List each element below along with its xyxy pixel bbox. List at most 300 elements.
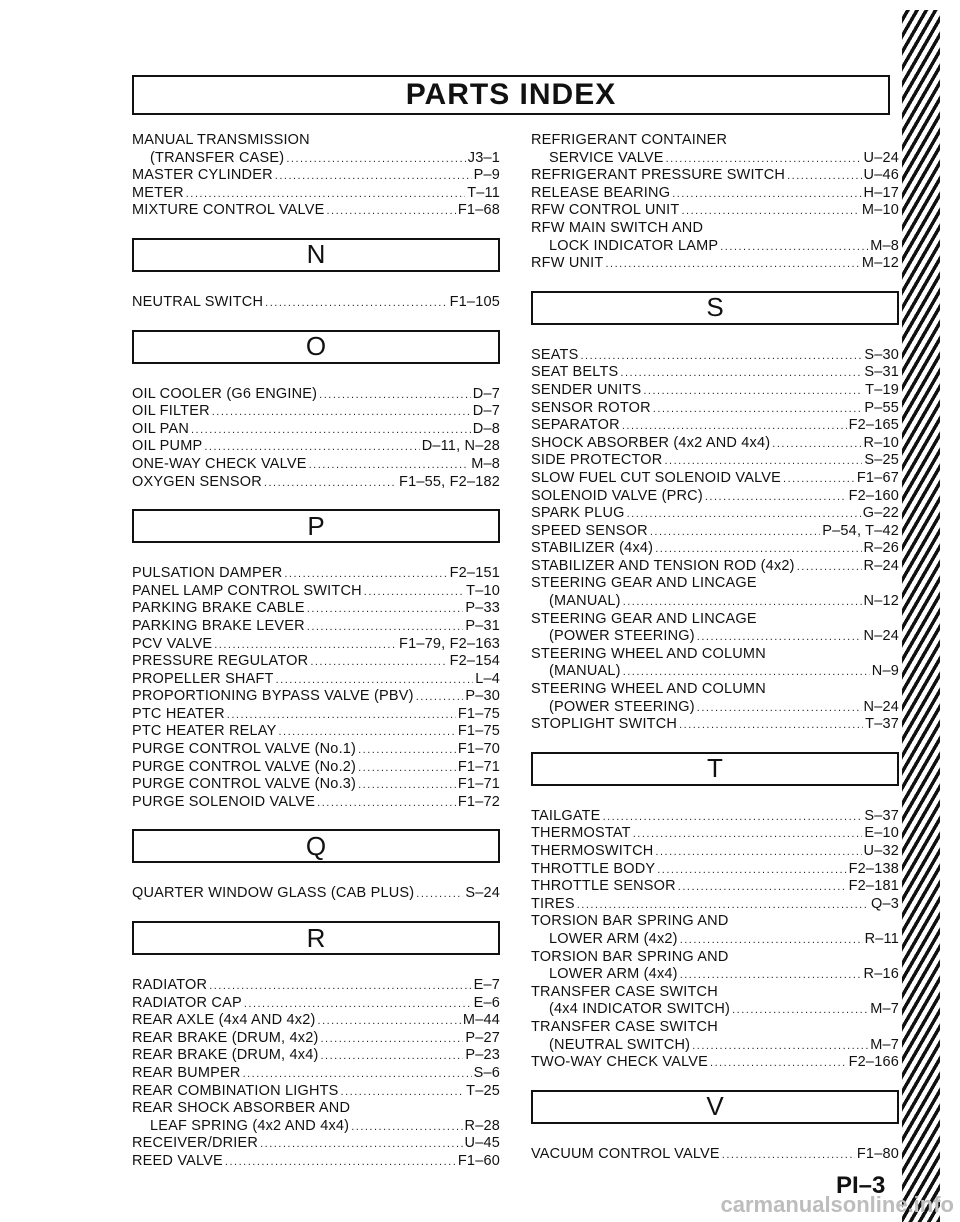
- entry-label: REAR SHOCK ABSORBER AND: [132, 1100, 351, 1117]
- dot-leader: [720, 239, 868, 257]
- index-entry: [531, 558, 899, 576]
- entry-label: STEERING WHEEL AND COLUMN: [531, 645, 766, 662]
- entry-page-ref: F2–160: [848, 487, 899, 504]
- entry-line: [531, 255, 899, 273]
- entry-label: TRANSFER CASE SWITCH: [531, 983, 718, 1000]
- entry-label: REFRIGERANT PRESSURE SWITCH: [531, 167, 786, 184]
- left-column: [132, 132, 500, 1171]
- entry-label: REAR BRAKE (DRUM, 4x2): [132, 1029, 319, 1046]
- dot-leader: [341, 1084, 465, 1102]
- entry-label: PURGE CONTROL VALVE (No.1): [132, 741, 357, 758]
- entry-label: (NEUTRAL SWITCH): [549, 1036, 691, 1053]
- index-entry: [531, 167, 899, 185]
- index-entry: [531, 896, 899, 914]
- entry-label: PTC HEATER RELAY: [132, 723, 277, 740]
- entry-label: METER: [132, 184, 184, 201]
- entry-label: REAR BUMPER: [132, 1065, 241, 1081]
- entry-line: [531, 716, 899, 734]
- entry-label: LOWER ARM (4x2): [549, 930, 678, 947]
- entry-label: RECEIVER/DRIER: [132, 1135, 259, 1152]
- entry-line: [132, 150, 500, 168]
- entry-line: [132, 706, 500, 724]
- entry-line: [531, 238, 899, 256]
- entry-label: REED VALVE: [132, 1152, 223, 1169]
- index-entry: [531, 523, 899, 541]
- index-entry: [132, 456, 500, 474]
- dot-leader: [697, 700, 862, 718]
- page-title: PARTS INDEX: [405, 78, 617, 111]
- entry-line: [132, 438, 500, 456]
- index-entry: [132, 421, 500, 439]
- entry-page-ref: J3–1: [467, 149, 500, 166]
- dot-leader: [605, 256, 859, 274]
- index-entry: [132, 185, 500, 203]
- index-entry: [531, 611, 899, 646]
- entry-label: REAR BRAKE (DRUM, 4x4): [132, 1047, 319, 1064]
- index-entry: [132, 1083, 500, 1101]
- entry-line: [132, 794, 500, 812]
- dot-leader: [620, 365, 862, 383]
- index-entry: [132, 167, 500, 185]
- dot-leader: [309, 457, 470, 475]
- index-entry: [132, 776, 500, 794]
- index-entry: [531, 878, 899, 896]
- dot-leader: [797, 559, 862, 577]
- entry-page-ref: F1–105: [449, 293, 500, 310]
- entry-page-ref: M–8: [870, 237, 899, 254]
- page-number: PI–3: [836, 1172, 886, 1199]
- entry-page-ref: R–10: [863, 434, 899, 451]
- entry-label: RADIATOR CAP: [132, 994, 242, 1011]
- entry-page-ref: S–25: [864, 452, 899, 469]
- entry-line: [531, 167, 899, 185]
- entry-label: PURGE SOLENOID VALVE: [132, 793, 316, 810]
- entry-line: [132, 600, 500, 618]
- entry-label: THERMOSWITCH: [531, 843, 654, 859]
- entry-page-ref: S–30: [864, 346, 899, 363]
- dot-leader: [321, 1048, 464, 1066]
- entry-label: (MANUAL): [549, 593, 621, 610]
- entry-line: [531, 878, 899, 896]
- entry-line: [531, 663, 899, 681]
- entry-label: THROTTLE SENSOR: [531, 878, 676, 895]
- entry-page-ref: F1–71: [457, 758, 500, 775]
- dot-leader: [260, 1136, 462, 1154]
- entry-page-ref: R–24: [863, 557, 899, 574]
- dot-leader: [227, 707, 456, 725]
- entry-page-ref: U–45: [464, 1135, 500, 1152]
- entry-page-ref: F2–166: [848, 1054, 899, 1071]
- dot-leader: [358, 760, 456, 778]
- index-entry: [132, 1012, 500, 1030]
- entry-page-ref: S–24: [465, 885, 500, 902]
- dot-leader: [317, 795, 456, 813]
- entry-label: SENDER UNITS: [531, 381, 642, 398]
- dot-leader: [416, 886, 463, 904]
- section-heading-o: O: [132, 330, 500, 364]
- dot-leader: [655, 844, 861, 862]
- dot-leader: [722, 1147, 855, 1165]
- entry-line: [531, 628, 899, 646]
- entry-line: [531, 861, 899, 879]
- entry-label: OIL COOLER (G6 ENGINE): [132, 385, 318, 402]
- entry-line: [132, 1047, 500, 1065]
- entry-line: [531, 382, 899, 400]
- section-heading-n: N: [132, 238, 500, 272]
- dot-leader: [664, 453, 862, 471]
- entry-page-ref: D–7: [472, 403, 500, 420]
- page-title-box: [132, 75, 890, 115]
- index-entry: [132, 438, 500, 456]
- entry-label: LOCK INDICATOR LAMP: [549, 237, 719, 254]
- dot-leader: [678, 879, 847, 897]
- entry-label: (POWER STEERING): [549, 628, 695, 645]
- entry-label: RFW MAIN SWITCH AND: [531, 219, 704, 236]
- entry-page-ref: M–44: [462, 1012, 500, 1029]
- dot-leader: [783, 471, 855, 489]
- entry-line: [531, 470, 899, 488]
- index-entry: [132, 759, 500, 777]
- index-entry: [132, 1100, 500, 1135]
- entry-line: [132, 1153, 500, 1171]
- entry-page-ref: U–46: [863, 167, 899, 184]
- section-heading-v: V: [531, 1090, 899, 1124]
- entry-line: [531, 896, 899, 914]
- entry-page-ref: R–28: [464, 1117, 500, 1134]
- entry-line: [132, 456, 500, 474]
- entry-label: RADIATOR: [132, 977, 208, 994]
- index-entry: [531, 1146, 899, 1164]
- dot-leader: [787, 168, 861, 186]
- index-entry: [531, 913, 899, 948]
- index-entry: [132, 1135, 500, 1153]
- index-entry: [132, 132, 500, 167]
- entry-line: [531, 699, 899, 717]
- entry-line: [531, 913, 899, 931]
- entry-line: [531, 400, 899, 418]
- entry-page-ref: F1–70: [457, 741, 500, 758]
- index-entry: [531, 364, 899, 382]
- dot-leader: [680, 967, 862, 985]
- dot-leader: [286, 151, 465, 169]
- dot-leader: [692, 1038, 868, 1056]
- dot-leader: [276, 672, 474, 690]
- entry-page-ref: F1–75: [457, 723, 500, 740]
- dot-leader: [307, 601, 464, 619]
- entry-line: [132, 1083, 500, 1101]
- dot-leader: [643, 383, 863, 401]
- entry-page-ref: D–11, N–28: [421, 438, 500, 455]
- index-entry: [531, 470, 899, 488]
- entry-label: TWO-WAY CHECK VALVE: [531, 1054, 709, 1071]
- entry-page-ref: U–32: [863, 843, 899, 859]
- index-entry: [132, 706, 500, 724]
- entry-page-ref: S–37: [864, 807, 899, 824]
- entry-label: REAR AXLE (4x4 AND 4x2): [132, 1012, 316, 1029]
- entry-label: PROPELLER SHAFT: [132, 670, 274, 687]
- dot-leader: [680, 932, 863, 950]
- entry-page-ref: R–11: [864, 930, 899, 947]
- entry-label: RFW CONTROL UNIT: [531, 202, 680, 219]
- index-entry: [132, 636, 500, 654]
- entry-line: [531, 646, 899, 664]
- section-heading-s: S: [531, 291, 899, 325]
- entry-label: (4x4 INDICATOR SWITCH): [549, 1001, 731, 1018]
- entry-page-ref: F2–151: [449, 565, 500, 582]
- index-entry: [132, 583, 500, 601]
- entry-line: [531, 150, 899, 168]
- entry-label: ONE-WAY CHECK VALVE: [132, 455, 307, 472]
- index-entry: [132, 1047, 500, 1065]
- entry-line: [531, 575, 899, 593]
- entry-page-ref: P–55: [864, 399, 899, 416]
- dot-leader: [627, 506, 861, 524]
- entry-label: TIRES: [531, 895, 575, 912]
- entry-line: [531, 949, 899, 967]
- entry-page-ref: F1–60: [457, 1152, 500, 1169]
- dot-leader: [310, 654, 447, 672]
- section-heading-p: P: [132, 509, 500, 543]
- entry-label: QUARTER WINDOW GLASS (CAB PLUS): [132, 885, 415, 902]
- entry-label: STEERING GEAR AND LINCAGE: [531, 575, 757, 592]
- index-entry: [531, 808, 899, 826]
- index-entry: [531, 1019, 899, 1054]
- entry-page-ref: E–10: [864, 825, 899, 842]
- dot-leader: [225, 1154, 456, 1172]
- entry-page-ref: H–17: [863, 184, 899, 201]
- dot-leader: [622, 418, 847, 436]
- entry-line: [132, 1030, 500, 1048]
- entry-label: TORSION BAR SPRING AND: [531, 913, 729, 930]
- entry-label: SEAT BELTS: [531, 364, 619, 381]
- entry-page-ref: M–12: [861, 255, 899, 272]
- entry-label: MIXTURE CONTROL VALVE: [132, 202, 325, 219]
- index-entry: [531, 505, 899, 523]
- entry-line: [132, 995, 500, 1013]
- index-entry: [132, 403, 500, 421]
- index-entry: [132, 1153, 500, 1171]
- entry-label: SPARK PLUG: [531, 505, 625, 522]
- index-entry: [132, 671, 500, 689]
- dot-leader: [603, 809, 863, 827]
- entry-page-ref: S–31: [864, 364, 899, 381]
- entry-label: PRESSURE REGULATOR: [132, 653, 309, 670]
- entry-label: SLOW FUEL CUT SOLENOID VALVE: [531, 469, 782, 486]
- entry-line: [132, 294, 500, 312]
- entry-line: [132, 741, 500, 759]
- entry-label: SEPARATOR: [531, 417, 620, 434]
- entry-label: LEAF SPRING (4x2 AND 4x4): [150, 1117, 350, 1134]
- entry-line: [531, 1019, 899, 1037]
- entry-line: [132, 474, 500, 492]
- entry-label: (MANUAL): [549, 663, 621, 680]
- dot-leader: [326, 203, 455, 221]
- entry-line: [531, 523, 899, 541]
- entry-line: [531, 808, 899, 826]
- section-heading-q: Q: [132, 829, 500, 863]
- dot-leader: [351, 1119, 462, 1137]
- entry-line: [132, 1100, 500, 1118]
- entry-page-ref: F1–67: [856, 469, 899, 486]
- entry-line: [531, 488, 899, 506]
- index-entry: [531, 488, 899, 506]
- entry-label: PANEL LAMP CONTROL SWITCH: [132, 582, 362, 599]
- entry-label: RELEASE BEARING: [531, 184, 671, 201]
- entry-page-ref: M–8: [471, 455, 500, 472]
- entry-page-ref: F2–138: [848, 860, 899, 877]
- entry-label: TORSION BAR SPRING AND: [531, 948, 729, 965]
- index-entry: [132, 294, 500, 312]
- entry-label: OIL FILTER: [132, 403, 210, 420]
- index-entry: [132, 794, 500, 812]
- entry-page-ref: M–7: [870, 1036, 899, 1053]
- entry-line: [132, 185, 500, 203]
- entry-page-ref: T–11: [467, 184, 500, 201]
- dot-leader: [623, 664, 870, 682]
- dot-leader: [212, 404, 471, 422]
- section-heading-r: R: [132, 921, 500, 955]
- entry-page-ref: U–24: [863, 149, 899, 166]
- entry-page-ref: P–30: [465, 688, 500, 705]
- dot-leader: [710, 1055, 847, 1073]
- entry-page-ref: N–9: [871, 663, 899, 680]
- dot-leader: [275, 168, 472, 186]
- entry-line: [531, 931, 899, 949]
- entry-line: [531, 681, 899, 699]
- entry-line: [531, 966, 899, 984]
- entry-label: PARKING BRAKE LEVER: [132, 617, 305, 634]
- entry-page-ref: F1–75: [457, 705, 500, 722]
- entry-line: [132, 421, 500, 439]
- section-heading-t: T: [531, 752, 899, 786]
- index-entry: [132, 885, 500, 903]
- index-entry: [132, 1030, 500, 1048]
- entry-page-ref: S–6: [473, 1065, 500, 1081]
- entry-line: [531, 347, 899, 365]
- entry-page-ref: Q–3: [870, 895, 899, 912]
- entry-page-ref: M–10: [861, 202, 899, 219]
- index-entry: [531, 220, 899, 255]
- index-entry: [132, 995, 500, 1013]
- entry-page-ref: N–24: [863, 628, 899, 645]
- dot-leader: [319, 387, 471, 405]
- entry-line: [132, 565, 500, 583]
- index-entry: [531, 400, 899, 418]
- dot-leader: [265, 295, 447, 313]
- entry-page-ref: D–7: [472, 385, 500, 402]
- index-entry: [531, 452, 899, 470]
- index-entry: [132, 723, 500, 741]
- entry-line: [531, 435, 899, 453]
- index-entry: [531, 575, 899, 610]
- entry-line: [132, 723, 500, 741]
- index-entry: [531, 716, 899, 734]
- entry-label: THERMOSTAT: [531, 825, 631, 842]
- dot-leader: [358, 742, 456, 760]
- entry-line: [132, 1135, 500, 1153]
- dot-leader: [191, 422, 471, 440]
- dot-leader: [655, 541, 861, 559]
- index-entry: [531, 435, 899, 453]
- dot-leader: [679, 717, 863, 735]
- entry-label: PURGE CONTROL VALVE (No.2): [132, 758, 357, 775]
- entry-label: PULSATION DAMPER: [132, 565, 283, 582]
- entry-label: OIL PUMP: [132, 438, 203, 455]
- entry-line: [531, 185, 899, 203]
- entry-label: OXYGEN SENSOR: [132, 473, 262, 490]
- dot-leader: [623, 594, 862, 612]
- entry-line: [132, 618, 500, 636]
- entry-line: [132, 1012, 500, 1030]
- entry-label: MANUAL TRANSMISSION: [132, 132, 310, 148]
- entry-line: [132, 671, 500, 689]
- dot-leader: [657, 862, 846, 880]
- entry-label: REFRIGERANT CONTAINER: [531, 132, 728, 148]
- dot-leader: [650, 524, 820, 542]
- index-entry: [132, 600, 500, 618]
- index-entry: [531, 185, 899, 203]
- index-entry: [531, 417, 899, 435]
- hatch-top-margin: [902, 0, 940, 10]
- entry-label: (TRANSFER CASE): [150, 149, 285, 166]
- entry-page-ref: F1–79, F2–163: [399, 635, 500, 652]
- entry-label: SERVICE VALVE: [549, 149, 664, 166]
- dot-leader: [318, 1013, 461, 1031]
- entry-line: [531, 825, 899, 843]
- entry-page-ref: P–9: [473, 167, 500, 184]
- entry-line: [531, 558, 899, 576]
- entry-line: [132, 202, 500, 220]
- entry-line: [531, 611, 899, 629]
- entry-page-ref: P–23: [465, 1047, 500, 1064]
- dot-leader: [666, 151, 862, 169]
- entry-label: PROPORTIONING BYPASS VALVE (PBV): [132, 688, 414, 705]
- entry-label: PARKING BRAKE CABLE: [132, 600, 305, 617]
- entry-line: [132, 1118, 500, 1136]
- entry-page-ref: F1–80: [856, 1145, 899, 1162]
- entry-label: PCV VALVE: [132, 635, 213, 652]
- entry-line: [531, 1001, 899, 1019]
- entry-label: SIDE PROTECTOR: [531, 452, 663, 469]
- entry-page-ref: L–4: [475, 670, 500, 687]
- entry-page-ref: M–7: [870, 1001, 899, 1018]
- index-entry: [531, 540, 899, 558]
- index-entry: [132, 202, 500, 220]
- dot-leader: [264, 475, 397, 493]
- index-entry: [531, 382, 899, 400]
- entry-page-ref: F1–72: [457, 793, 500, 810]
- entry-label: STEERING WHEEL AND COLUMN: [531, 681, 766, 698]
- entry-line: [531, 1054, 899, 1072]
- dot-leader: [633, 826, 863, 844]
- entry-line: [132, 1065, 500, 1083]
- index-entry: [531, 202, 899, 220]
- dot-leader: [278, 724, 455, 742]
- entry-page-ref: T–19: [865, 381, 899, 398]
- dot-leader: [358, 777, 456, 795]
- dot-leader: [284, 566, 447, 584]
- dot-leader: [772, 436, 861, 454]
- entry-line: [132, 776, 500, 794]
- dot-leader: [416, 689, 464, 707]
- dot-leader: [653, 401, 863, 419]
- index-entry: [132, 565, 500, 583]
- entry-label: RFW UNIT: [531, 255, 604, 272]
- index-entry: [531, 984, 899, 1019]
- entry-label: LOWER ARM (4x4): [549, 966, 678, 983]
- entry-page-ref: P–54, T–42: [822, 522, 899, 539]
- index-entry: [531, 681, 899, 716]
